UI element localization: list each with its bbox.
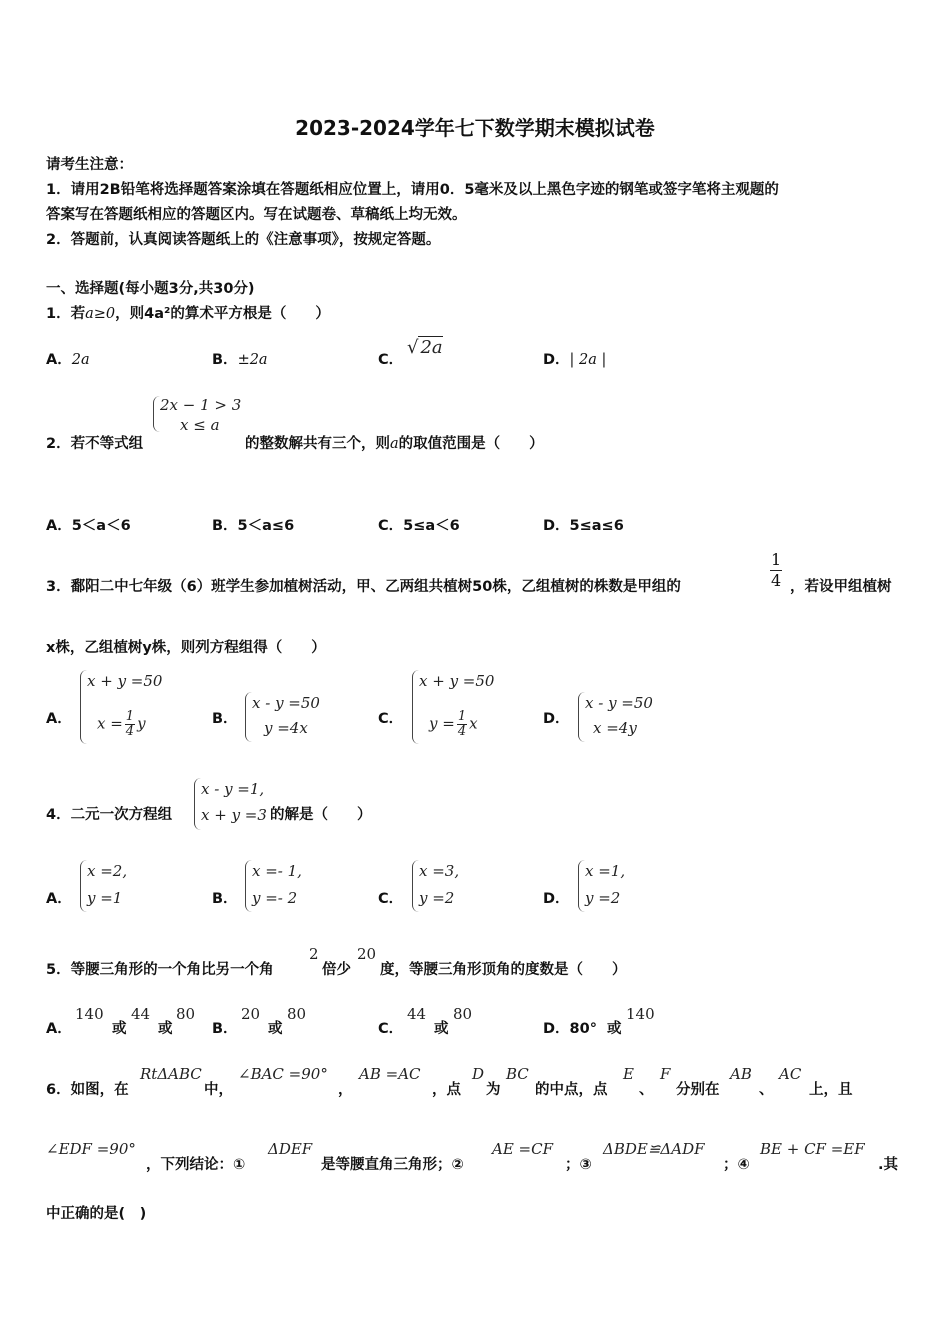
q3-option-c-system: x + y =50 y = $\frac{1}{4}$ x	[412, 670, 419, 744]
q3-option-b-system: x - y =50 y =4x	[245, 692, 252, 742]
q5-option-c-label: C．	[378, 1021, 404, 1037]
q5-b-val-1: 20	[241, 1005, 261, 1023]
q6-line2-text-5: .其	[878, 1157, 899, 1173]
q5-c-val-2: 80	[453, 1005, 473, 1023]
q5-number-20: 20	[357, 945, 377, 963]
q4-post: 的解是（ ）	[270, 807, 372, 823]
page-title: 2023-2024学年七下数学期末模拟试卷	[295, 116, 655, 140]
q3-option-d-system: x - y =50 x =4y	[578, 692, 585, 742]
q2-sys-line-1: 2x − 1 > 3	[160, 396, 242, 414]
q6-math-bc: BC	[506, 1065, 529, 1083]
q5-b-or: 或	[268, 1021, 283, 1037]
q6-math-ac: AC	[779, 1065, 802, 1083]
q4-pre: 4．二元一次方程组	[46, 807, 173, 823]
q3-fraction: $\frac{1}{4}$	[771, 550, 782, 590]
notice-line-1: 1．请用2B铅笔将选择题答案涂填在答题纸相应位置上，请用0．5毫米及以上黑色字迹的钢笔或签字笔将主观题的	[46, 182, 779, 198]
q6-math-ab-ac: AB =AC	[359, 1065, 421, 1083]
q6-math-ae-cf: AE =CF	[492, 1140, 554, 1158]
q1-option-a: A．2a	[46, 352, 90, 368]
notice-line-2: 答案写在答题纸相应的答题区内。写在试题卷、草稿纸上均无效。	[46, 207, 467, 223]
q3-option-c-label: C．	[378, 711, 404, 727]
q5-a-val-2: 44	[131, 1005, 151, 1023]
q5-d-or: 或	[607, 1021, 622, 1037]
q6-line2-text-4: ；④	[723, 1157, 750, 1173]
q6-math-def: ΔDEF	[268, 1140, 313, 1158]
q6-text-9: 、	[759, 1082, 774, 1098]
q1-post: ，则4a²的算术平方根是（ ）	[115, 306, 330, 322]
q1-option-c-radicand: 2a	[420, 337, 443, 358]
notice-heading: 请考生注意：	[46, 157, 133, 173]
q5-option-a-label: A．	[46, 1021, 72, 1037]
q4-option-a-system: x =2, y =1	[80, 860, 87, 912]
q6-math-d: D	[472, 1065, 485, 1083]
q6-math-ab: AB	[730, 1065, 752, 1083]
q3-line-2: x株，乙组植树y株，则列方程组得（ ）	[46, 640, 326, 656]
q6-text-3: ，	[338, 1082, 353, 1098]
q2-option-b: B．5＜a≤6	[212, 518, 295, 534]
q6-text-5: 为	[486, 1082, 501, 1098]
q4-option-c-label: C．	[378, 891, 404, 907]
q1-pre: 1．若	[46, 306, 86, 322]
q6-math-angle-edf: ∠EDF =90°	[46, 1140, 136, 1158]
q6-math-be-cf-ef: BE + CF =EF	[760, 1140, 865, 1158]
q5-a-or-2: 或	[158, 1021, 173, 1037]
q6-math-f: F	[660, 1065, 671, 1083]
q5-mid: 倍少	[322, 962, 351, 978]
q5-c-or: 或	[434, 1021, 449, 1037]
q6-line-3: 中正确的是( )	[46, 1206, 147, 1222]
q2-sys-line-2: x ≤ a	[180, 416, 220, 434]
q6-line2-text-1: ，下列结论：①	[146, 1157, 246, 1173]
q5-a-val-3: 80	[176, 1005, 196, 1023]
q6-text-2: 中，	[204, 1082, 233, 1098]
q1-option-d: D．| 2a |	[543, 352, 607, 368]
q2-option-c: C．5≤a＜6	[378, 518, 460, 534]
q3-line-1-post: ，若设甲组植树	[790, 579, 892, 595]
q5-a-val-1: 140	[75, 1005, 104, 1023]
q6-line2-text-2: 是等腰直角三角形；②	[321, 1157, 464, 1173]
q6-math-angle-bac: ∠BAC =90°	[238, 1065, 328, 1083]
q1-condition: a≥0	[85, 306, 116, 322]
q4-option-c-system: x =3, y =2	[412, 860, 419, 912]
q4-option-d-system: x =1, y =2	[578, 860, 585, 912]
q6-line2-text-3: ；③	[565, 1157, 592, 1173]
q6-text-4: ，点	[432, 1082, 461, 1098]
q5-a-or-1: 或	[112, 1021, 127, 1037]
question-1	[46, 302, 330, 323]
q2-stem: 的整数解共有三个，则a的取值范围是（ ）	[245, 436, 544, 452]
q3-line-1-pre: 3．鄱阳二中七年级（6）班学生参加植树活动，甲、乙两组共植树50株，乙组植树的株数是甲组的	[46, 579, 681, 595]
q5-d-val-1: 140	[626, 1005, 655, 1023]
q2-pre: 2．若不等式组	[46, 436, 144, 452]
q5-pre: 5．等腰三角形的一个角比另一个角	[46, 962, 274, 978]
q1-option-c-label: C．	[378, 352, 404, 368]
q6-text-8: 分别在	[676, 1082, 720, 1098]
q3-option-a-system: x + y =50 x = $\frac{1}{4}$ y	[80, 670, 87, 744]
section-heading: 一、选择题(每小题3分,共30分)	[46, 281, 255, 297]
q5-b-val-2: 80	[287, 1005, 307, 1023]
q3-option-b-label: B．	[212, 711, 238, 727]
q5-option-d-label: D．80°	[543, 1021, 597, 1037]
q6-math-congruent: ΔBDE≌ΔADF	[603, 1140, 705, 1158]
q6-math-rt-triangle: RtΔABC	[140, 1065, 202, 1083]
q1-option-b: B．±2a	[212, 352, 268, 368]
q5-number-2: 2	[309, 945, 319, 963]
q5-post: 度，等腰三角形顶角的度数是（ ）	[380, 962, 627, 978]
q4-option-b-label: B．	[212, 891, 238, 907]
q6-text-6: 的中点，点	[535, 1082, 608, 1098]
q3-option-d-label: D．	[543, 711, 570, 727]
q1-option-c-radical: √ 2a	[407, 337, 443, 358]
q6-text-7: 、	[639, 1082, 654, 1098]
q4-option-b-system: x =- 1, y =- 2	[245, 860, 252, 912]
q2-option-d: D．5≤a≤6	[543, 518, 624, 534]
q3-option-a-label: A．	[46, 711, 72, 727]
q4-equation-system: x - y =1, x + y =3	[194, 778, 201, 830]
q4-option-a-label: A．	[46, 891, 72, 907]
q4-option-d-label: D．	[543, 891, 570, 907]
q5-option-b-label: B．	[212, 1021, 238, 1037]
q2-option-a: A．5＜a＜6	[46, 518, 131, 534]
q6-text-1: 6．如图，在	[46, 1082, 129, 1098]
q6-math-e: E	[623, 1065, 634, 1083]
q5-c-val-1: 44	[407, 1005, 427, 1023]
q6-text-10: 上，且	[809, 1082, 853, 1098]
notice-line-3: 2．答题前，认真阅读答题纸上的《注意事项》，按规定答题。	[46, 232, 441, 248]
q2-inequality-system	[153, 396, 242, 434]
